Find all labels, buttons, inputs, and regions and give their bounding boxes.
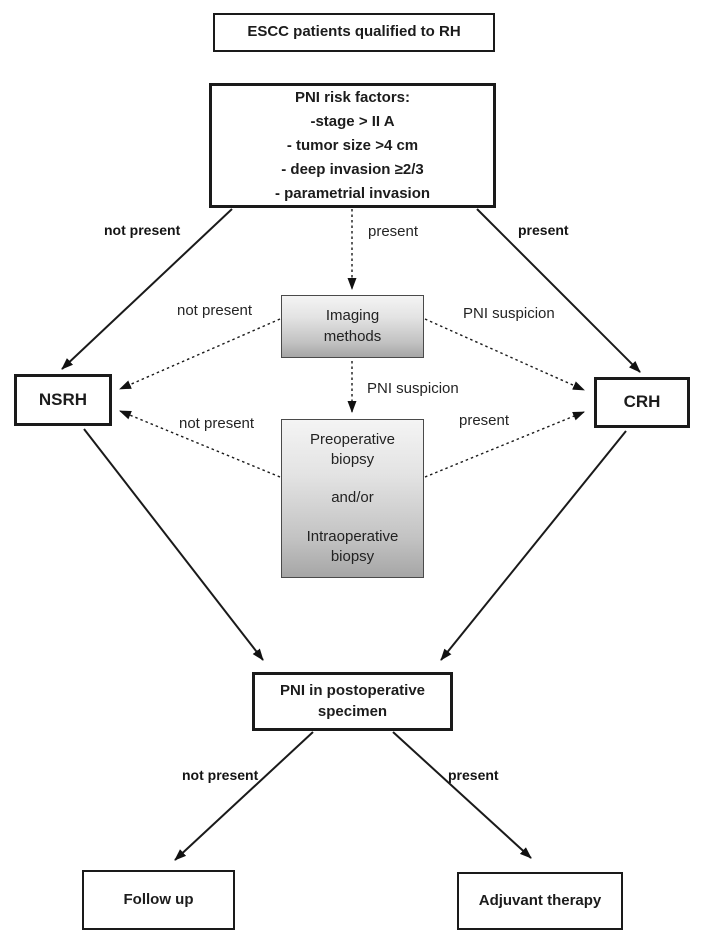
risk-factor-deep-invasion: - deep invasion ≥2/3 — [281, 160, 424, 178]
risk-factor-stage: -stage > II A — [310, 112, 395, 130]
nsrh-label: NSRH — [38, 389, 88, 409]
node-escc-label: ESCC patients qualified to RH — [247, 23, 461, 41]
node-nsrh — [14, 374, 112, 426]
biopsy-andor-label: and/or — [331, 489, 374, 507]
pni-postoperative-label: PNI in postoperative specimen — [279, 682, 426, 720]
edge-label-biopsy-to-crh: present — [459, 412, 510, 429]
arrow-postop-to-adjuvant — [393, 732, 531, 858]
node-imaging-methods — [281, 295, 424, 358]
adjuvant-therapy-label: Adjuvant therapy — [478, 891, 602, 909]
arrow-postop-to-followup — [175, 732, 313, 860]
node-escc-patients — [213, 13, 495, 52]
node-adjuvant-therapy — [457, 872, 623, 930]
risk-factor-tumor-size: - tumor size >4 cm — [286, 136, 419, 154]
edge-label-risk-to-nsrh: not present — [104, 222, 181, 238]
arrow-crh-to-postop — [441, 431, 626, 660]
risk-factors-heading: PNI risk factors: — [294, 88, 411, 106]
biopsy-intraoperative-label: Intraoperative biopsy — [306, 527, 399, 565]
edge-label-postop-to-adjuvant: present — [448, 767, 499, 783]
edge-label-imaging-to-crh: PNI suspicion — [463, 305, 555, 322]
edge-label-imaging-to-nsrh: not present — [177, 302, 253, 319]
edge-label-postop-to-followup: not present — [182, 767, 259, 783]
edge-label-risk-to-imaging: present — [368, 223, 419, 240]
arrow-nsrh-to-postop — [84, 429, 263, 660]
edge-label-imaging-to-biopsy: PNI suspicion — [367, 380, 459, 397]
imaging-methods-label: Imaging methods — [323, 307, 382, 345]
node-pni-postoperative — [252, 672, 453, 731]
node-crh — [594, 377, 690, 428]
arrow-imaging-to-nsrh — [120, 319, 280, 389]
follow-up-label: Follow up — [123, 890, 194, 908]
risk-factor-parametrial: - parametrial invasion — [274, 184, 431, 202]
node-pni-risk-factors — [209, 83, 496, 208]
edge-label-risk-to-crh: present — [518, 222, 569, 238]
crh-label: CRH — [623, 392, 661, 412]
node-biopsy — [281, 419, 424, 578]
edge-label-biopsy-to-nsrh: not present — [179, 415, 255, 432]
biopsy-preoperative-label: Preoperative biopsy — [309, 431, 396, 469]
node-follow-up — [82, 870, 235, 930]
